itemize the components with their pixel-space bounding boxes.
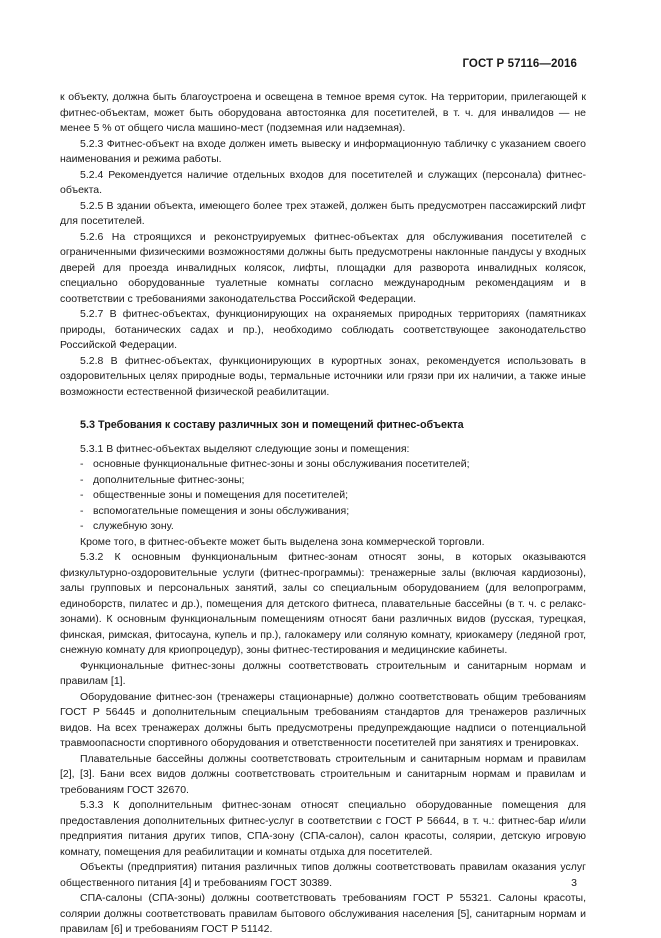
section-heading-5-3: 5.3 Требования к составу различных зон и помещений фитнес-объекта — [80, 419, 464, 431]
list-marker: - — [80, 489, 84, 501]
paragraph-pools-baths: Плавательные бассейны должны соответствовать строительным и санитарным нормам и правилам [2], [3]. Бани всех видов должны соответствовать строительным и санитарным нормам и правилам и требованиям ГОСТ 32670. — [60, 752, 586, 796]
list-marker: - — [80, 458, 84, 470]
list-marker: - — [80, 504, 84, 517]
paragraph-5-2-7: 5.2.7 В фитнес-объектах, функционирующих на охраняемых природных территориях (памятниках природы, ботанических садах и пр.), необходимо соблюдать соответствующее законодательство Российской Федерации. — [60, 308, 586, 351]
paragraph-5-3-1: 5.3.1 В фитнес-объектах выделяют следующие зоны и помещения: — [80, 442, 410, 455]
page-number: 3 — [571, 877, 577, 889]
paragraph-5-2-6: 5.2.6 На строящихся и реконструируемых фитнес-объектах для обслуживания посетителей с ограниченными физическими возможностями должны быть предусмотрены наклонные пандусы у входных дверей для проезда инвалидных колясок, лифты, площадки для разворота инвалидных колясок, специально оборудованные туалетные комнаты согласно международным рекомендациям и в соответствии с требованиями законодательства Российской Федерации. — [60, 230, 586, 305]
paragraph-spa: СПА-салоны (СПА-зоны) должны соответствовать требованиям ГОСТ Р 55321. Салоны красоты, солярии должны соответствовать правилам бытового обслуживания населения [5], санитарным нормам и правилам [6] и требованиям ГОСТ Р 51142. — [60, 892, 586, 935]
list-item — [60, 473, 586, 489]
paragraph-5-2-3: 5.2.3 Фитнес-объект на входе должен иметь вывеску и информационную табличку с указанием своего наименования и режима работы. — [60, 137, 586, 165]
paragraph-5-3-3: 5.3.3 К дополнительным фитнес-зонам относят специально оборудованные помещения для предоставления дополнительных фитнес-услуг в соответствии с ГОСТ Р 56644, в т. ч.: фитнес-бар и/или предприятия питания других типов, СПА-зону (СПА-салон), салон красоты, солярии, детскую игровую комнату, помещения для реабилитации и комнаты отдыха для посетителей. — [60, 799, 586, 858]
paragraph-equipment: Оборудование фитнес-зон (тренажеры стационарные) должно соответствовать общим требованиям ГОСТ Р 56445 и дополнительным специальным требованиям стандартов для тренажеров различных видов. На всех тренажерах должны быть предусмотрены предупреждающие надписи о потенциальной травмоопасности спортивного оборудования и ответственности посетителей при занятиях и тренировках. — [60, 690, 586, 749]
paragraph-commercial-zone: Кроме того, в фитнес-объекте может быть выделена зона коммерческой торговли. — [80, 535, 485, 548]
list-item — [60, 504, 586, 520]
list-marker: - — [80, 520, 84, 532]
list-item-text: вспомогательные помещения и зоны обслуживания; — [93, 504, 350, 517]
document-body — [60, 90, 586, 938]
paragraph-5-2-8: 5.2.8 В фитнес-объектах, функционирующих в курортных зонах, рекомендуется использовать в оздоровительных целях природные воды, термальные источники или грязи при их наличии, а также иные возможности естественной физической реабилитации. — [60, 354, 586, 398]
paragraph-functional-zones: Функциональные фитнес-зоны должны соответствовать строительным и санитарным нормам и правилам [1]. — [60, 659, 586, 687]
list-item — [60, 488, 586, 504]
list-item-text: дополнительные фитнес-зоны; — [93, 473, 245, 486]
list-item-text: общественные зоны и помещения для посетителей; — [93, 489, 348, 501]
list-item — [60, 519, 586, 535]
paragraph-catering: Объекты (предприятия) питания различных типов должны соответствовать правилам оказания услуг общественного питания [4] и требованиям ГОСТ 30389. — [60, 861, 586, 889]
list-marker: - — [80, 473, 84, 486]
list-item-text: служебную зону. — [93, 520, 174, 532]
list-item-text: основные функциональные фитнес-зоны и зоны обслуживания посетителей; — [93, 458, 470, 470]
paragraph-5-2-5: 5.2.5 В здании объекта, имеющего более трех этажей, должен быть предусмотрен пассажирский лифт для посетителей. — [60, 199, 586, 227]
paragraph-continuation: к объекту, должна быть благоустроена и освещена в темное время суток. На территории, прилегающей к фитнес-объектам, может быть оборудована автостоянка для посетителей, в т. ч. для инвалидов — не менее 5 % от общего числа машино-мест (подземная или надземная). — [60, 91, 586, 134]
paragraph-5-3-2: 5.3.2 К основным функциональным фитнес-зонам относят зоны, в которых оказываются физкультурно-оздоровительные услуги (фитнес-программы): тренажерные залы (включая кардиозоны), залы групповых и персональных занятий, залы со специальным оборудованием (для велопрограмм, единоборств, пилатес и др.), помещения для детского фитнеса, плавательные бассейны (в т. ч. с релакс-зонами). К основным функциональным помещениям относят бани различных видов (русская, турецкая, финская, римская, фитосауна, купель и пр.), галокамеру или соляную комнату, криокамеру (ледяной грот, снежную комнату для криопроцедур), зоны фитнес-тестирования и медицинские кабинеты. — [60, 551, 586, 656]
list-item — [60, 457, 586, 473]
paragraph-5-2-4: 5.2.4 Рекомендуется наличие отдельных входов для посетителей и служащих (персонала) фитнес-объекта. — [60, 168, 586, 196]
document-id-header: ГОСТ Р 57116—2016 — [462, 58, 577, 70]
